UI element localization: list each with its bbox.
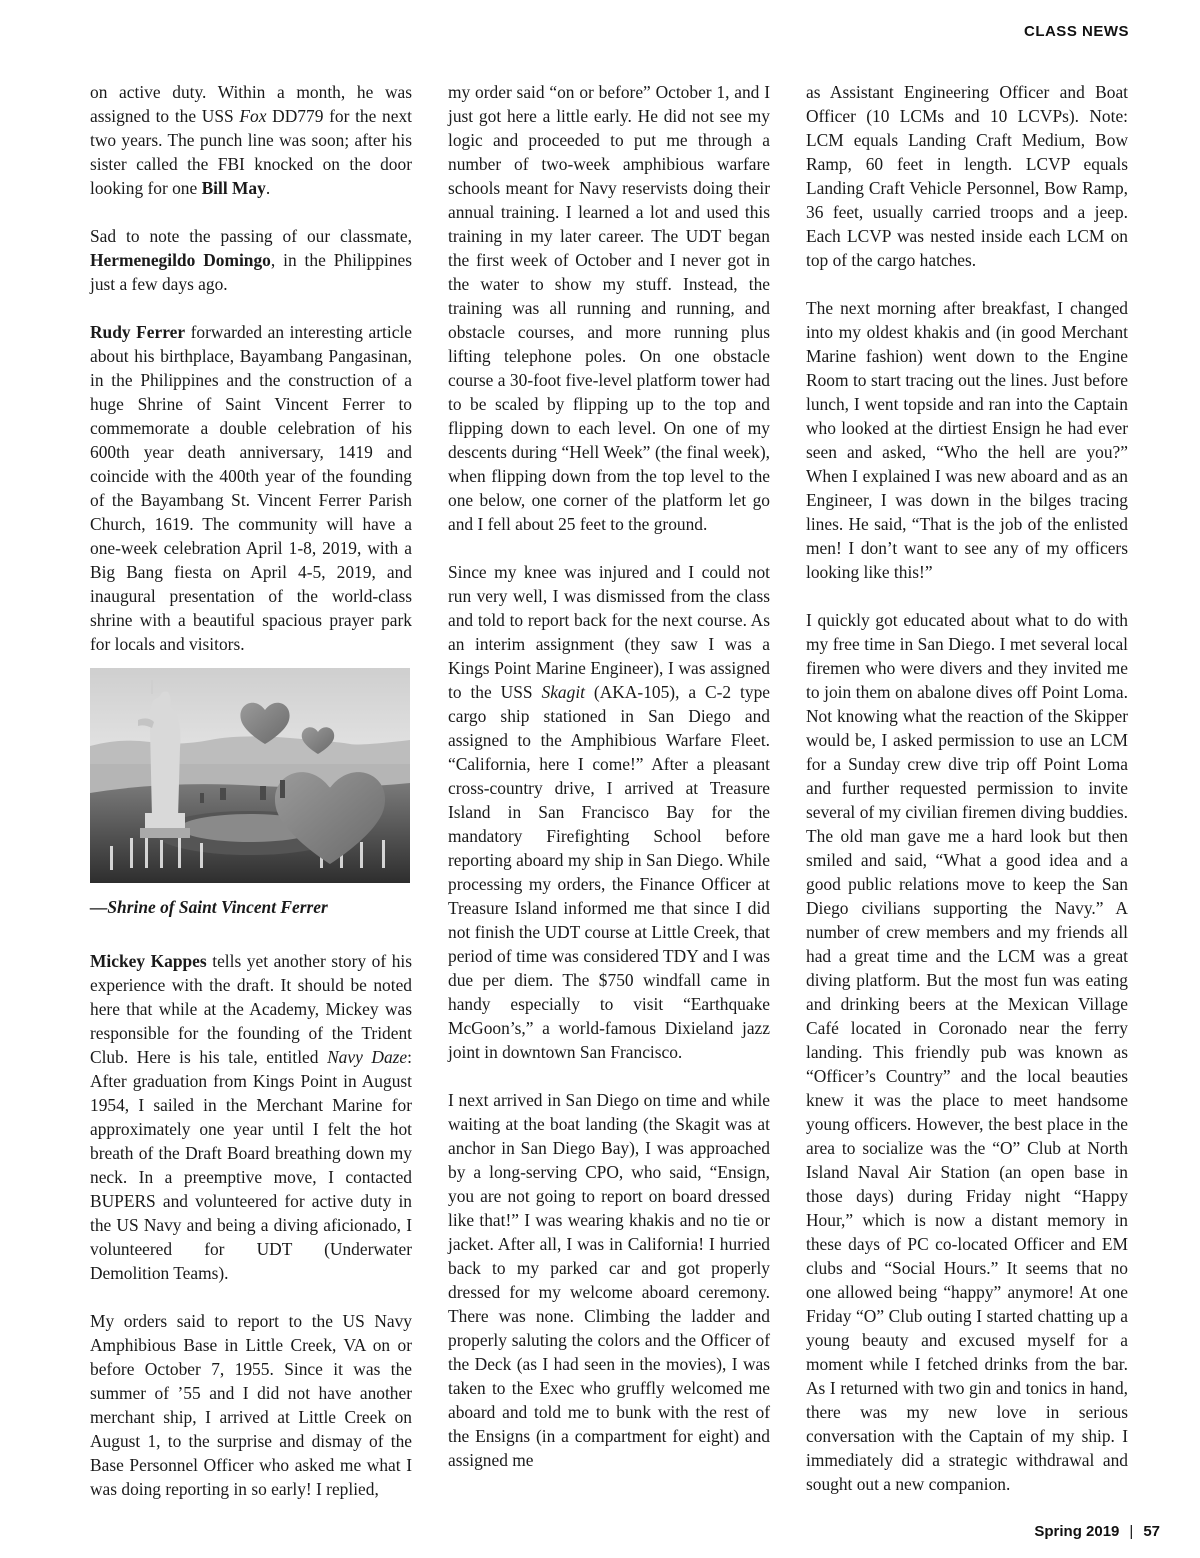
paragraph-udt-training: my order said “on or before” October 1, and I just got here a little early. He did not see my logic and proceeded to put me through a number of two-week amphibious warfare schools meant for Navy reservists doing their annual training. I learned a lot and used this training in my later career. The UDT began the first week of October and I never got in the water to show my stuff. Instead, the training was all running and running, and obstacle courses, and more running plus lifting telephone poles. On one obstacle course a 30-foot five-level platform tower had to be scaled by flipping up to the top and flipping down to each level. On one of my descents during “Hell Week” (the final week), when flipping down from the top level to the one below, one corner of the platform let go and I fell about 25 feet to the ground. [448, 82, 770, 534]
paragraph-orders: My orders said to report to the US Navy Amphibious Base in Little Creek, VA on or before October 7, 1955. Since it was the summer of ’55 and I did not have another merchant ship, I arrived at Little Creek on August 1, to the surprise and dismay of the Base Personnel Officer who asked me what I was doing reporting in so early! I replied, [90, 1311, 412, 1499]
paragraph-san-diego: I next arrived in San Diego on time and while waiting at the boat landing (the Skagit was at anchor in San Diego Bay), I was approached by a long-serving CPO, who said, “Ensign, you are not going to report on board dressed like that!” I was wearing khakis and no tie or jacket. After all, I was in California! I hurried back to my parked car and got properly dressed for my welcome aboard ceremony. There was none. Climbing the ladder and properly saluting the colors and the Officer of the Deck (as I had seen in the movies), I was taken to the Exec who gruffly welcomed me aboard and told me to bunk with the rest of the Ensigns (in a compartment for eight) and assigned me [448, 1090, 770, 1470]
issue-label: Spring 2019 [1034, 1523, 1120, 1540]
footer-separator: | [1129, 1523, 1134, 1540]
paragraph-skagit: Since my knee was injured and I could not run very well, I was dismissed from the class and told to report back for the next course. As an interim assignment (they saw I was a Kings Point Marine Engineer), I was assigned to the USS Skagit (AKA-105), a C-2 type cargo ship stationed in San Diego and assigned to the Amphibious Warfare Fleet. “California, here I come!” After a pleasant cross-country drive, I arrived at Treasure Island in San Francisco Bay for the mandatory Firefighting School before reporting aboard my ship in San Diego. While processing my orders, the Finance Officer at Treasure Island informed me that since I did not finish the UDT course at Little Creek, that period of time was considered TDY and I was due per diem. The $750 windfall came in handy especially to visit “Earthquake McGoon’s,” a world-famous Dixieland jazz joint in downtown San Francisco. [448, 562, 770, 1062]
paragraph-boat-officer: as Assistant Engineering Officer and Boat Officer (10 LCMs and 10 LCVPs). Note: LCM equals Landing Craft Medium, Bow Ramp, 60 feet in length. LCVP equals Landing Craft Vehicle Personnel, Bow Ramp, 36 feet, usually carried troops and a jeep. Each LCVP was nested inside each LCM on top of the cargo hatches. [806, 82, 1128, 270]
page-footer [1034, 1523, 1160, 1540]
paragraph-free-time: I quickly got educated about what to do with my free time in San Diego. I met several local firemen who were divers and they invited me to join them on abalone dives off Point Loma. Not knowing what the reaction of the Skipper would be, I asked permission to use an LCM for a Sunday crew dive trip off Point Loma and further requested permission to invite several of my civilian firemen diving buddies. The old man gave me a hard look but then smiled and said, “What a good idea and a good public relations move to keep the San Diego civilians supporting the Navy.” A number of crew members and my friends all had a great time and the LCM was a great diving platform. But the most fun was eating and drinking beers at the Mexican Village Café located in Coronado near the ferry landing. This friendly pub was known as “Officer’s Country” and the local beauties knew it was the place to meet handsome young officers. However, the best place in the area to socialize was the “O” Club at North Island Naval Air Station (an open base in those days) during Friday night “Happy Hour,” which is now a distant memory in these days of PC co-located Officer and EM clubs and “Social Hours.” It seems that no one allowed being “happy” anymore! At one Friday “O” Club outing I started chatting up a young beauty and excused myself for a moment while I fetched drinks from the bar. As I returned with two gin and tonics in hand, there was my new love in serious conversation with the Captain of my ship. I immediately did a strategic withdrawal and sought out a new companion. [806, 610, 1128, 1494]
paragraph-ferrer: Rudy Ferrer forwarded an interesting article about his birthplace, Bayambang Pangasinan, in the Philippines and the construction of a huge Shrine of Saint Vincent Ferrer to commemorate a double celebration of his 600th year death anniversary, 1419 and coincide with the 400th year of the founding of the Bayambang St. Vincent Ferrer Parish Church, 1619. The community will have a one-week celebration April 1-8, 2019, with a Big Bang fiesta on April 4-5, 2019, and inaugural presentation of the world-class shrine with a beautiful spacious prayer park for locals and visitors. [90, 322, 412, 654]
column-2 [448, 80, 770, 1496]
paragraph-bill-may: on active duty. Within a month, he was assigned to the USS Fox DD779 for the next two years. The punch line was soon; after his sister called the FBI knocked on the door looking for one Bill May. [90, 82, 412, 198]
shrine-photo [90, 668, 410, 883]
column-1 [90, 80, 412, 1525]
paragraph-engine-room: The next morning after breakfast, I changed into my oldest khakis and (in good Merchant Marine fashion) went down to the Engine Room to start tracing out the lines. Just before lunch, I went topside and ran into the Captain who looked at the dirtiest Ensign he had ever seen and asked, “Who the hell are you?” When I explained I was new aboard and as an Engineer, I was down in the bilges tracing lines. He said, “That is the job of the enlisted men! I don’t want to see any of my officers looking like this!” [806, 298, 1128, 582]
column-3 [806, 80, 1128, 1520]
page-number: 57 [1143, 1523, 1160, 1540]
paragraph-kappes: Mickey Kappes tells yet another story of his experience with the draft. It should be noted here that while at the Academy, Mickey was responsible for the founding of the Trident Club. Here is his tale, entitled Navy Daze: After graduation from Kings Point in August 1954, I sailed in the Merchant Marine for approximately one year until I felt the hot breath of the Draft Board breathing down my neck. In a preemptive move, I contacted BUPERS and volunteered for active duty in the US Navy and being a diving aficionado, I volunteered for UDT (Underwater Demolition Teams). [90, 951, 412, 1283]
section-header: CLASS NEWS [1023, 23, 1129, 40]
photo-caption: —Shrine of Saint Vincent Ferrer [90, 897, 328, 917]
paragraph-domingo: Sad to note the passing of our classmate, Hermenegildo Domingo, in the Philippines just a few days ago. [90, 226, 412, 294]
